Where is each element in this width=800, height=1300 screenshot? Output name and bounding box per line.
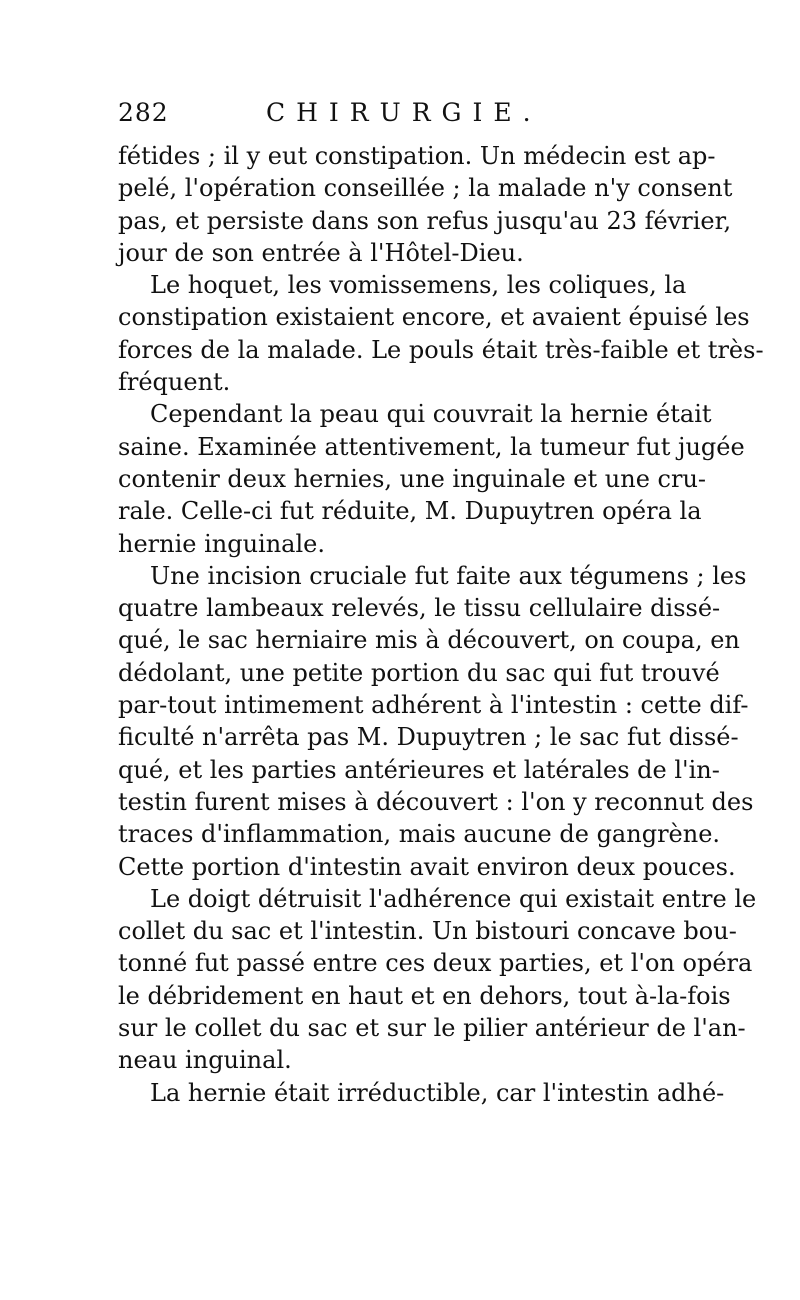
text-line: Le hoquet, les vomissemens, les coliques, la <box>150 271 687 300</box>
text-line: collet du sac et l'intestin. Un bistouri concave bou- <box>118 917 737 946</box>
text-line: qué, le sac herniaire mis à découvert, on coupa, en <box>118 626 740 655</box>
text-line: ficulté n'arrêta pas M. Dupuytren ; le sac fut dissé- <box>118 723 739 752</box>
text-line: Cette portion d'intestin avait environ deux pouces. <box>118 852 736 881</box>
text-line: tonné fut passé entre ces deux parties, et l'on opéra <box>118 949 753 978</box>
text-line: Cependant la peau qui couvrait la hernie était <box>150 400 712 429</box>
text-line: pas, et persiste dans son refus jusqu'au 23 février, <box>118 206 732 235</box>
text-line: neau inguinal. <box>118 1046 292 1075</box>
text-line: Une incision cruciale fut faite aux tégumens ; les <box>150 561 747 590</box>
text-line: sur le collet du sac et sur le pilier antérieur de l'an- <box>118 1014 746 1043</box>
text-line: pelé, l'opération conseillée ; la malade n'y consent <box>118 174 733 203</box>
text-line: par-tout intimement adhérent à l'intestin : cette dif- <box>118 691 749 720</box>
running-head <box>118 98 678 138</box>
text-line: constipation existaient encore, et avaient épuisé les <box>118 303 750 332</box>
running-title: CHIRURGIE. <box>266 98 542 127</box>
text-line: qué, et les parties antérieures et latérales de l'in- <box>118 755 720 784</box>
text-line: dédolant, une petite portion du sac qui fut trouvé <box>118 658 720 687</box>
text-line: jour de son entrée à l'Hôtel-Dieu. <box>118 238 524 267</box>
text-line: fréquent. <box>118 368 231 397</box>
text-line: hernie inguinale. <box>118 529 325 558</box>
text-line: testin furent mises à découvert : l'on y reconnut des <box>118 787 754 816</box>
text-line: rale. Celle-ci fut réduite, M. Dupuytren opéra la <box>118 497 702 526</box>
text-line: saine. Examinée attentivement, la tumeur fut jugée <box>118 432 745 461</box>
text-line: contenir deux hernies, une inguinale et une cru- <box>118 464 707 493</box>
text-line: Le doigt détruisit l'adhérence qui existait entre le <box>150 884 757 913</box>
text-line: La hernie était irréductible, car l'intestin adhé- <box>150 1078 725 1107</box>
page-number: 282 <box>118 98 169 127</box>
body-text <box>118 140 764 1109</box>
text-line: traces d'inflammation, mais aucune de gangrène. <box>118 820 721 849</box>
text-line: forces de la malade. Le pouls était très-faible et très- <box>118 335 764 364</box>
text-line: le débridement en haut et en dehors, tout à-la-fois <box>118 981 731 1010</box>
text-line: fétides ; il y eut constipation. Un médecin est ap- <box>118 142 716 170</box>
text-line: quatre lambeaux relevés, le tissu cellulaire dissé- <box>118 594 721 623</box>
